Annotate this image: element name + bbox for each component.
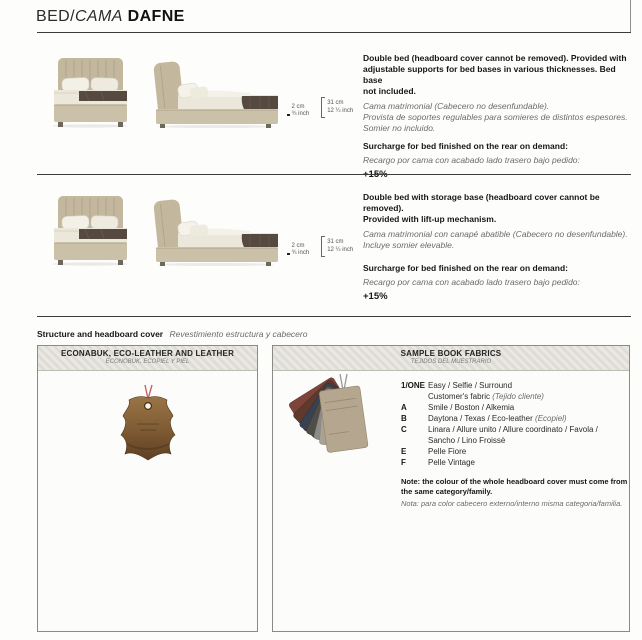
structure-heading-en: Structure and headboard cover	[37, 329, 164, 339]
dimension-bracket-icon	[321, 236, 325, 257]
foot-height-inch: ¾ inch	[291, 110, 310, 117]
fabric-list	[401, 380, 627, 468]
foot-height-cm: 2 cm	[291, 103, 305, 110]
fabric-row-c: C Linara / Allure unito / Allure coordinato / Favola / Sancho / Lino Froissè	[401, 425, 598, 446]
econabuk-box-subtitle: ECONOBUK, ECOPIEL Y PIEL	[105, 359, 190, 365]
fabrics-box-header	[273, 346, 629, 371]
structure-heading-es: Revestimiento estructura y cabecero	[169, 329, 308, 339]
fabric-note-en: Note: the colour of the whole headboard cover must come from the same category/family.	[401, 477, 628, 496]
product-description-2	[363, 192, 633, 308]
description-es: Cama matrimonial con canapé abatible (Cabecero no desenfundable). Incluye somier elevable.	[363, 229, 628, 251]
foot-height-inch: ¾ inch	[291, 249, 310, 256]
bed-side-illustration-1	[150, 60, 282, 133]
sample-book-fabrics-box	[272, 345, 630, 632]
fabric-code: F	[401, 458, 406, 468]
base-height-inch: 12 ¼ inch	[327, 107, 354, 114]
page-title-model: DAFNE	[127, 8, 185, 25]
fabric-row-b: B Daytona / Texas / Eco-leather (Ecopiel)	[401, 414, 567, 424]
surcharge-value	[363, 169, 633, 181]
fabric-note	[401, 477, 629, 509]
fabric-code: C	[401, 425, 407, 435]
base-height-inch: 12 ¼ inch	[327, 246, 354, 253]
foot-height-dimension	[287, 104, 309, 118]
fabric-code: B	[401, 414, 407, 424]
base-height-dimension	[321, 236, 353, 257]
description-en: Double bed with storage base (headboard cover cannot be removed). Provided with lift-up mechanism.	[363, 192, 600, 225]
fabric-swatches-image	[283, 374, 393, 479]
surcharge-en: Surcharge for bed finished on the rear on demand:	[363, 141, 568, 152]
dimension-annotation-2	[287, 236, 353, 257]
fabric-row-one: 1/ONE Easy / Selfie / Surround Customer's fabric (Tejido cliente)	[401, 381, 544, 402]
fabric-code: A	[401, 403, 407, 413]
surcharge-en: Surcharge for bed finished on the rear on demand:	[363, 263, 568, 274]
fabrics-box-subtitle: TEJIDOS DEL MUESTRARIO	[410, 359, 492, 365]
bed-front-illustration-1	[45, 57, 136, 133]
foot-height-cm: 2 cm	[291, 242, 305, 249]
header-rule	[37, 32, 631, 33]
dimension-annotation-1	[287, 97, 353, 118]
section-divider	[37, 174, 631, 175]
econabuk-leather-box	[37, 345, 258, 632]
description-es: Cama matrimonial (Cabecero no desenfundable). Provista de soportes regulables para somieres de distintos espesores. Somier no incluido.	[363, 101, 628, 134]
leather-tag-image	[113, 384, 183, 471]
fabric-row-e: E Pelle Fiore	[401, 447, 467, 457]
fabrics-box-title: SAMPLE BOOK FABRICS	[400, 349, 502, 358]
fabric-row-a: A Smile / Boston / Alkemia	[401, 403, 515, 413]
section-divider	[37, 316, 631, 317]
page-title	[36, 8, 185, 26]
product-description-1	[363, 53, 633, 186]
econabuk-box-header	[38, 346, 257, 371]
structure-heading	[37, 329, 307, 339]
fabric-code: E	[401, 447, 407, 457]
base-height-cm: 31 cm	[327, 239, 344, 246]
fabric-code: 1/ONE	[401, 381, 426, 390]
bed-front-illustration-2	[45, 195, 136, 271]
dimension-bracket-icon	[321, 97, 325, 118]
fabric-note-es: Nota: para color cabecero externo/interno misma categoria/familia.	[401, 498, 623, 508]
surcharge-value: +15%	[363, 291, 388, 303]
page-right-border	[630, 0, 631, 32]
econabuk-box-title: ECONABUK, ECO-LEATHER AND LEATHER	[60, 349, 235, 358]
base-height-cm: 31 cm	[327, 100, 344, 107]
page-title-bed: BED/	[36, 8, 75, 25]
page-title-cama: CAMA	[74, 8, 123, 25]
dimension-marker-icon	[287, 253, 290, 256]
base-height-dimension	[321, 97, 353, 118]
surcharge-es: Recargo por cama con acabado lado trasero bajo pedido:	[363, 277, 580, 288]
surcharge-es: Recargo por cama con acabado lado trasero bajo pedido:	[363, 155, 580, 166]
dimension-marker-icon	[287, 114, 290, 117]
bed-side-illustration-2	[150, 198, 282, 271]
foot-height-dimension	[287, 243, 309, 257]
fabric-row-f: F Pelle Vintage	[401, 458, 475, 468]
description-en: Double bed (headboard cover cannot be removed). Provided with adjustable supports for bed bases in various thicknesses. Bed base not included.	[363, 53, 627, 97]
